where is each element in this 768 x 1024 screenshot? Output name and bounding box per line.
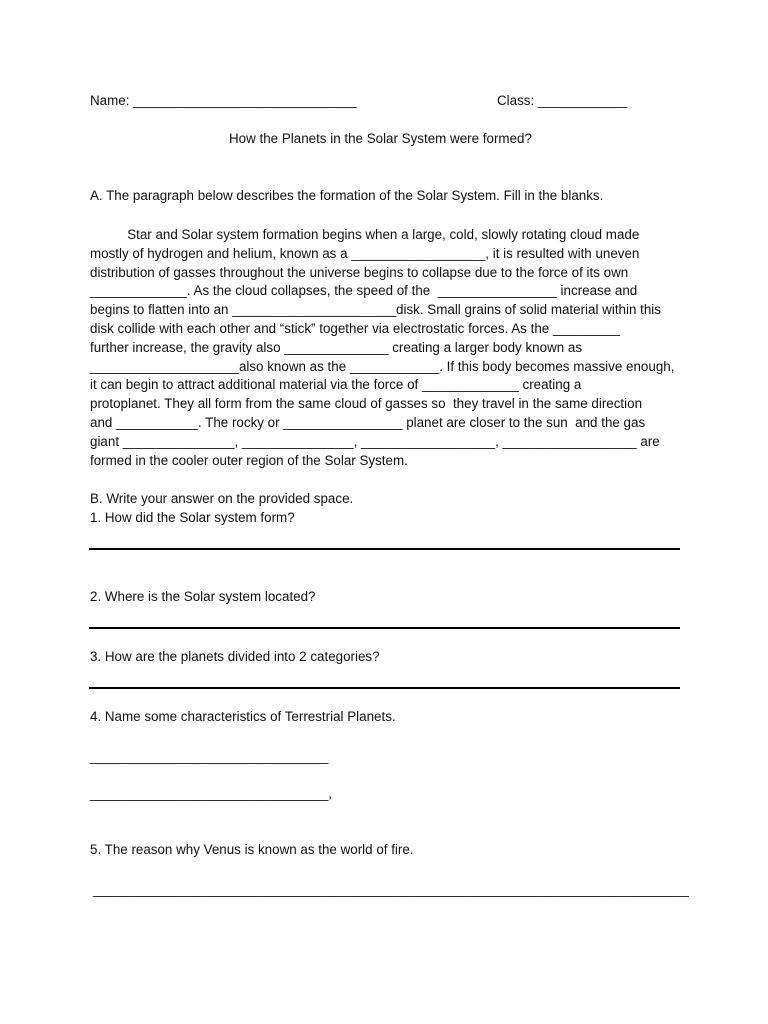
paragraph-line: further increase, the gravity also ______________ creating a larger body known as [90, 339, 583, 355]
paragraph-line: distribution of gasses throughout the universe begins to collapse due to the force of its own [90, 264, 629, 280]
paragraph-line: mostly of hydrogen and helium, known as a __________________, it is resulted with uneven [90, 245, 640, 261]
question-5: 5. The reason why Venus is known as the world of fire. [90, 842, 414, 857]
paragraph-line: begins to flatten into an ______________________disk. Small grains of solid material within this [90, 302, 661, 318]
answer-line-1[interactable] [89, 548, 680, 550]
fill-in-paragraph [90, 226, 690, 470]
question-1: 1. How did the Solar system form? [90, 510, 295, 525]
name-label: Name: ______________________________ [90, 93, 357, 108]
class-label: Class: ____________ [497, 93, 628, 108]
paragraph-line: disk collide with each other and “stick” together via electrostatic forces. As the _________ [90, 320, 620, 336]
paragraph-line: giant _______________, _______________, __________________, __________________ are [90, 433, 660, 449]
paragraph-line: it can begin to attract additional material via the force of _____________ creating a [90, 377, 582, 393]
answer-blank-5[interactable]: ________________________________________________________________________________ [93, 882, 689, 897]
paragraph-line: protoplanet. They all form from the same cloud of gasses so they travel in the same direction [90, 396, 643, 412]
paragraph-line: ____________________also known as the ____________. If this body becomes massive enough, [90, 358, 675, 374]
question-3: 3. How are the planets divided into 2 categories? [90, 649, 380, 664]
section-b-instruction: B. Write your answer on the provided space. [90, 491, 354, 506]
answer-line-2[interactable] [89, 627, 680, 629]
page-title: How the Planets in the Solar System were formed? [229, 131, 532, 146]
paragraph-line: formed in the cooler outer region of the Solar System. [90, 452, 408, 468]
question-4: 4. Name some characteristics of Terrestrial Planets. [90, 709, 396, 724]
answer-blank-4a[interactable]: ________________________________ [90, 749, 329, 764]
section-a-instruction: A. The paragraph below describes the formation of the Solar System. Fill in the blanks. [90, 188, 604, 203]
answer-blank-4b[interactable]: ________________________________, [90, 786, 333, 801]
paragraph-line: and ___________. The rocky or ________________ planet are closer to the sun and the gas [90, 414, 646, 430]
paragraph-line: _____________. As the cloud collapses, the speed of the ________________ increase and [90, 283, 638, 299]
answer-line-3[interactable] [89, 687, 680, 689]
paragraph-line: Star and Solar system formation begins when a large, cold, slowly rotating cloud made [90, 227, 640, 242]
question-2: 2. Where is the Solar system located? [90, 589, 316, 604]
